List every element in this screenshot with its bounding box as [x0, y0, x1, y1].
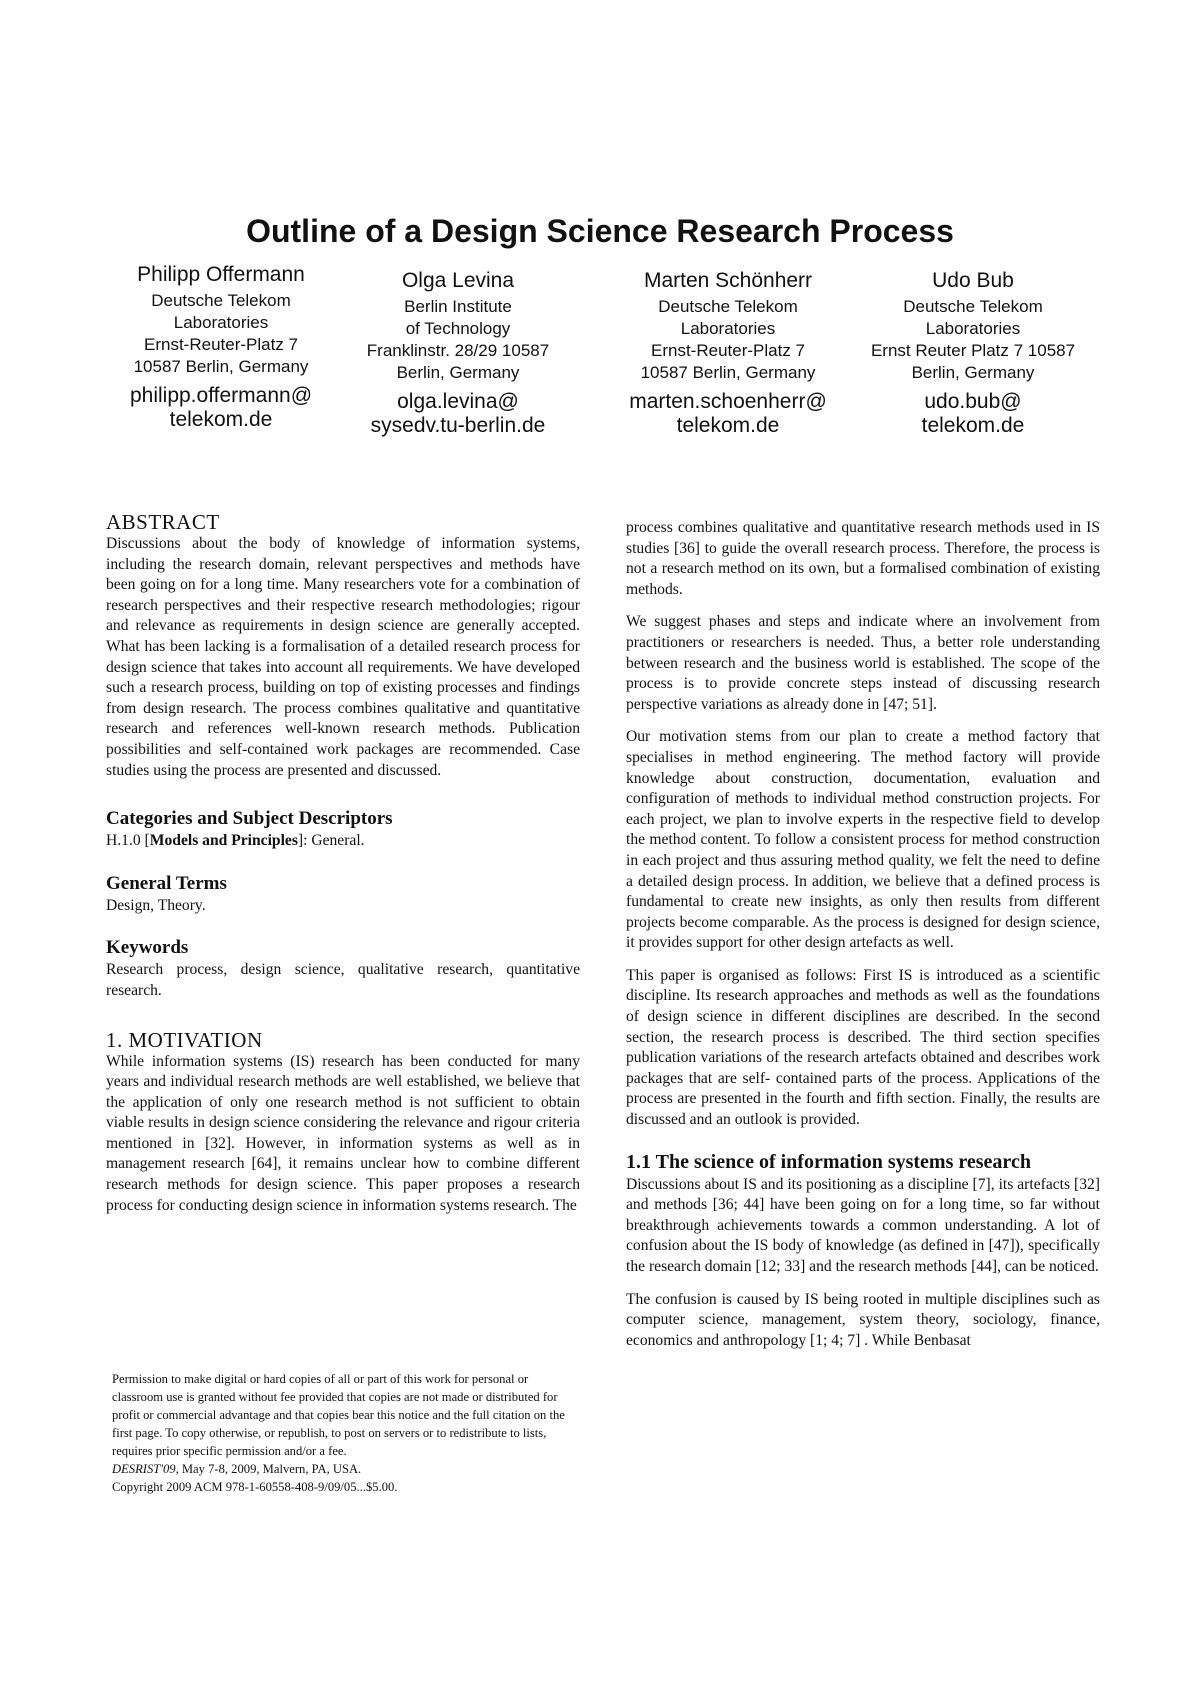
author-email[interactable]: [348, 390, 568, 438]
author-block-4: [848, 268, 1098, 438]
body-paragraph: This paper is organised as follows: First IS is introduced as a scientific discipline. Its research approaches and methods as well as the foundations of design science in different disciplines are described. In the second section, the research process is described. The third section specifies publication variations of the research artefacts obtained and describes work packages that are self- contained parts of the process. Applications of the process are presented in the fourth and fifth section. Finally, the results are discussed and an outlook is provided.: [626, 966, 1100, 1129]
author-affiliation-line: Deutsche Telekom: [903, 297, 1043, 316]
general-terms-text: Design, Theory.: [106, 896, 206, 914]
author-affiliation-line: Deutsche Telekom: [151, 291, 291, 310]
general-terms-heading: General Terms: [106, 872, 227, 894]
author-email-line: olga.levina@: [397, 390, 519, 413]
author-email-line: philipp.offermann@: [129, 384, 313, 407]
section-heading: 1.1 The science of information systems research: [626, 1150, 1031, 1173]
author-affiliation-line: Laboratories: [173, 313, 269, 332]
author-name: Olga Levina: [401, 269, 515, 292]
copyright-line: Copyright 2009 ACM 978-1-60558-408-9/09/05...$5.00.: [112, 1480, 398, 1494]
author-affiliation-line: Berlin Institute: [404, 297, 512, 316]
categories-heading: Categories and Subject Descriptors: [106, 808, 393, 830]
body-paragraph: The confusion is caused by IS being rooted in multiple disciplines such as computer science, management, system theory, sociology, finance, economics and anthropology [1; 4; 7] . While Benbasat: [626, 1290, 1100, 1349]
author-affiliation-line: Ernst-Reuter-Platz 7: [651, 341, 805, 360]
author-name: Philipp Offermann: [137, 263, 305, 286]
author-email-line: telekom.de: [921, 414, 1025, 437]
motivation-heading: 1. MOTIVATION: [106, 1027, 263, 1052]
venue-name: DESRIST'09: [112, 1462, 176, 1476]
author-email-line: telekom.de: [169, 408, 273, 431]
author-affiliation-line: Laboratories: [925, 319, 1021, 338]
venue-details: , May 7-8, 2009, Malvern, PA, USA.: [175, 1462, 362, 1476]
venue-line: [112, 1460, 578, 1478]
left-column: [106, 510, 580, 1228]
author-email-line: sysedv.tu-berlin.de: [370, 414, 546, 437]
author-email[interactable]: [616, 390, 840, 438]
author-affiliation-line: of Technology: [405, 319, 511, 338]
author-affiliation-line: Berlin, Germany: [911, 363, 1035, 382]
author-block-2: [348, 268, 568, 438]
author-block-1: [116, 262, 326, 432]
abstract-text: Discussions about the body of knowledge of information systems, including the research domain, relevant perspectives and methods have been going on for a long time. Many researchers vote for a combination of research perspectives and their respective research methodologies; rigour and relevance as requirements in design science are generally accepted. What has been lacking is a formalisation of a detailed research process for design science that takes into account all requirements. We have developed such a research process, building on top of existing processes and findings from design research. The process combines qualitative and quantitative research and references well-known research methods. Publication possibilities and self-contained work packages are recommended. Case studies using the process are presented and discussed.: [106, 535, 580, 779]
author-name: Udo Bub: [932, 269, 1014, 292]
author-affiliation-line: 10587 Berlin, Germany: [133, 357, 309, 376]
body-paragraph: Our motivation stems from our plan to create a method factory that specialises in method engineering. The method factory will provide knowledge about construction, documentation, evaluation and configuration of methods to individual method construction projects. For each project, we plan to involve experts in the respective field to develop the method content. To follow a consistent process for method construction in each project and thus assuring method quality, we felt the need to define a detailed design process. In addition, we believe that a defined process is fundamental to create new insights, as only then results from different projects become comparable. As the process is designed for design science, it provides support for other design artefacts as well.: [626, 728, 1100, 952]
right-column: [626, 518, 1100, 1363]
author-block-3: [616, 268, 840, 438]
body-paragraph: Discussions about IS and its positioning as a discipline [7], its artefacts [32] and methods [36; 44] have been going on for a long time, so far without breakthrough achievements towards a common understanding. A lot of confusion about the IS body of knowledge (as defined in [47]), specifically the research domain [12; 33] and the research methods [44], can be noticed.: [626, 1175, 1100, 1275]
author-email-line: marten.schoenherr@: [629, 390, 827, 413]
author-email-line: telekom.de: [676, 414, 780, 437]
author-affiliation-line: Franklinstr. 28/29 10587: [366, 341, 550, 360]
body-paragraph: We suggest phases and steps and indicate where an involvement from practitioners or researchers is needed. Thus, a better role understanding between research and the business world is established. The scope of the process is to provide concrete steps instead of discussing research perspective variations as already done in [47; 51].: [626, 613, 1100, 713]
author-affiliation-line: Ernst Reuter Platz 7 10587: [870, 341, 1076, 360]
author-affiliation-line: Berlin, Germany: [396, 363, 520, 382]
permission-text: Permission to make digital or hard copies of all or part of this work for personal or classroom use is granted without fee provided that copies are not made or distributed for profit or commercial advantage and that copies bear this notice and the full citation on the first page. To copy otherwise, or republish, to post on servers or to redistribute to lists, requires prior specific permission and/or a fee.: [112, 1372, 565, 1458]
motivation-text: While information systems (IS) research has been conducted for many years and individual research methods are well established, we believe that the application of only one research method is not sufficient to obtain viable results in design science considering the relevance and rigour criteria mentioned in [32]. However, in information systems as well as in management research [64], it remains unclear how to combine different research methods for design science. This paper proposes a research process for conducting design science in information systems research. The: [106, 1052, 580, 1214]
keywords-heading: Keywords: [106, 937, 189, 959]
categories-rest: ]: General.: [297, 832, 365, 850]
author-name: Marten Schönherr: [643, 269, 813, 292]
categories-bold: Models and Principles: [149, 832, 298, 850]
categories-text: [106, 831, 580, 852]
author-affiliation-line: Ernst-Reuter-Platz 7: [144, 335, 298, 354]
paper-title: Outline of a Design Science Research Process: [246, 213, 954, 249]
author-affiliation-line: Deutsche Telekom: [658, 297, 798, 316]
keywords-text: Research process, design science, qualitative research, quantitative research.: [106, 961, 580, 999]
author-email[interactable]: [848, 390, 1098, 438]
author-affiliation-line: Laboratories: [680, 319, 776, 338]
body-paragraph: process combines qualitative and quantitative research methods used in IS studies [36] to guide the overall research process. Therefore, the process is not a research method on its own, but a formalised combination of existing methods.: [626, 519, 1100, 598]
author-email[interactable]: [116, 384, 326, 432]
author-affiliation-line: 10587 Berlin, Germany: [640, 363, 816, 382]
abstract-heading: ABSTRACT: [106, 510, 220, 534]
categories-code: H.1.0 [: [106, 832, 150, 850]
author-email-line: udo.bub@: [924, 390, 1022, 413]
permission-notice: [112, 1370, 578, 1496]
